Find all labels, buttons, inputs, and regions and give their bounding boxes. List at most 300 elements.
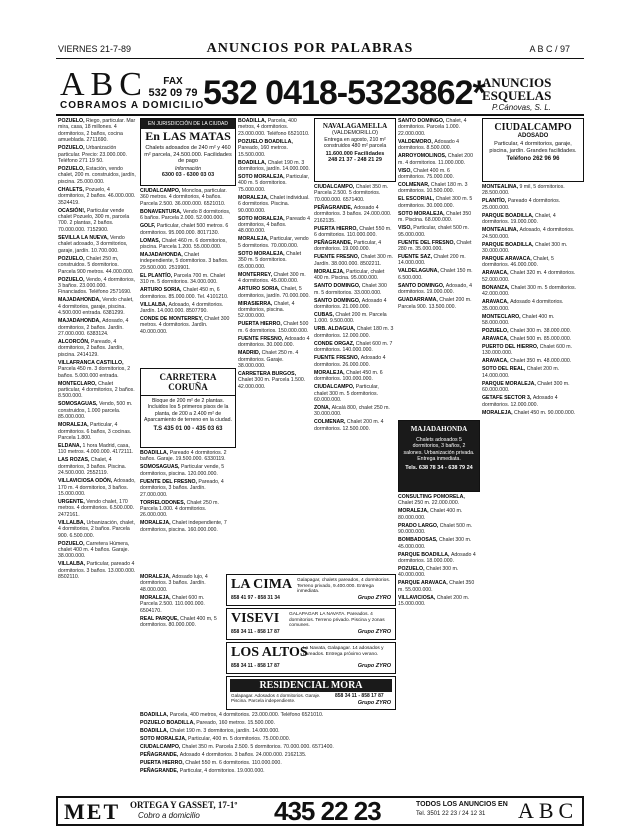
classified-ad [482, 256, 582, 269]
classified-column-bottom [140, 712, 394, 790]
classified-ad-text: Pozuelo, 4 dormitorios, 2 baños. 46.000.000. 3524419. [58, 186, 136, 206]
classified-ad-heading: SANTO DOMINGO, [398, 282, 446, 289]
ad-residencial-brand: Grupo ZYRO [357, 700, 391, 706]
ad-los-altos [226, 642, 396, 674]
classified-ad [140, 450, 234, 463]
classified-ad [482, 242, 582, 255]
classified-ad-heading: PUERTA HIERRO, [140, 760, 186, 766]
classified-ad-heading: MAJADAHONDA, [140, 252, 185, 259]
classified-ad-text: Chalet 300 m. 4 dormitorios. 45.000.000. [238, 271, 306, 285]
classified-ad-heading: VILLAVICIOSA, [398, 594, 437, 601]
classified-ad-heading: ALCORCÓN, [58, 338, 91, 345]
classified-ad-heading: LAS ROZAS, [58, 457, 91, 464]
masthead-rule [56, 114, 584, 116]
classified-ad-text: Particular, chalet 500 metros. 6 dormitorios. 95.000.000. 8017130. [140, 223, 229, 236]
classified-ad-text: Chalet 300 m. 30.000.000. [482, 241, 568, 255]
classified-ad [58, 360, 136, 379]
ad-navalagamella-price: 11.600.000 Facilidades [325, 150, 385, 157]
classified-ad-heading: PRADO LARGO, [398, 522, 440, 529]
classified-column-3 [238, 118, 310, 570]
classified-ad-heading: OCASIÓN!, [58, 207, 87, 214]
classified-ad-heading: ARROYOMOLINOS, [398, 153, 448, 160]
classified-ad-heading: MONTECLARO, [482, 313, 523, 320]
fax-block [143, 76, 203, 99]
classified-ad [140, 616, 222, 629]
classified-ad-heading: VILLAFRANCA CASTILLO, [58, 359, 124, 366]
classified-ad [314, 283, 394, 296]
classified-ad-heading: VALDEMORO, [398, 138, 435, 145]
section-title: ANUNCIOS POR PALABRAS [206, 41, 414, 56]
classified-ad-heading: POZUELO, [58, 118, 86, 124]
ad-visevi-brand: Grupo ZYRO [357, 629, 391, 635]
classified-ad [482, 198, 582, 211]
classified-ad [238, 350, 310, 369]
classified-ad-text: Chalet 250 m. 22.000.000. [398, 500, 460, 507]
classified-ad-heading: FUENTE SAZ, [398, 254, 434, 261]
classified-ad-heading: CIUDALCAMPO, [314, 384, 356, 391]
classified-ad-heading: PEÑAGRANDE, [140, 752, 180, 758]
classified-ad-heading: GETAFE SECTOR 3, [482, 395, 533, 402]
ad-las-matas [140, 118, 236, 186]
classified-ad-heading: ZONA, [314, 404, 332, 411]
classified-ad-text: Adosado 4 dormitorios. 18.000.000. [398, 551, 476, 565]
classified-ad [58, 318, 136, 337]
classified-ad-text: Chalet 200 m. 4 dormitorios. 11.000.000. [398, 153, 473, 166]
classified-ad-heading: GOLF, [140, 223, 157, 230]
ad-la-cima-title: LA CIMA [231, 577, 293, 592]
classified-column-2c [140, 574, 222, 710]
classified-ad-heading: MORALEJA, [314, 268, 346, 275]
classified-ad [238, 174, 310, 193]
classified-ad [58, 520, 136, 539]
classified-ad [140, 574, 222, 593]
ad-la-cima-brand: Grupo ZYRO [357, 595, 391, 601]
classified-ad-heading: FUENTE DEL FRESNO, [398, 239, 457, 246]
classified-ad-heading: BONANZA, [482, 284, 511, 291]
footer-right-1: TODOS LOS ANUNCIOS EN [416, 801, 508, 808]
classified-ad [314, 326, 394, 339]
classified-ad [482, 328, 582, 334]
classified-ad-heading: MORALEJA, [58, 422, 90, 429]
classified-ad-text: Chalet 450 m, 6 dormitorios. 85.000.000. Tel. 4101210. [140, 287, 229, 300]
footer-phone: 435 22 23 [274, 796, 381, 826]
classified-ad [58, 499, 136, 518]
classified-ad [482, 285, 582, 298]
classified-ad-text: Particular, 400 m. 5 dormitorios. 75.000.000. [188, 736, 291, 742]
classified-ad-text: Chalet 300 m. 40.000.000. [398, 566, 459, 579]
classified-ad [398, 595, 478, 608]
classified-ad-text: Adosado 4 dormitorios. 30.000.000. [238, 335, 310, 349]
classified-ad-text: Parcela, 400 metros, 4 dormitorios. 23.000.000. Teléfono 6521010. [169, 712, 324, 718]
classified-ad [482, 336, 582, 342]
classified-ad-text: Chalet 500 m. 90.000.000. [398, 522, 473, 536]
classified-ad-heading: URB. ALDAGUA, [314, 326, 357, 333]
classified-ad-text: Chalet 300 m. 5 dormitorios. 42.000.000. [482, 284, 576, 298]
classified-ad-heading: CIUDALCAMPO, [140, 744, 182, 750]
agency-name: P.Cánovas, S. L. [492, 103, 551, 112]
classified-ad-heading: PARQUE BOADILLA, [398, 551, 451, 558]
classified-ad-text: Pareado 4 dormitorios. 2 baños. Garaje. 19.500.000. 6330119. [140, 450, 227, 463]
classified-ad-text: Particular, 4 dormitorios. 19.000.000. [179, 768, 265, 774]
classified-ad [140, 252, 234, 271]
classified-ad-text: Chalet 350 m. 5 dormitorios. 65.000.000. [238, 250, 302, 270]
classified-ad-text: Chalet 300 m. 60.000.000. [482, 380, 570, 394]
classified-ad-text: Chalet 400 m, 5 dormitorios. 80.000.000. [140, 615, 217, 629]
classified-ad-text: Pareado, 4 dormitorios, 2 baños. Jardín, piscina. 2414129. [58, 338, 124, 358]
classified-ad [238, 336, 310, 349]
classified-ad-heading: VILLALBA, [58, 519, 87, 526]
classified-ad-text: Chalet 600 m. Parcela 2.500. 110.000.000. 6504170. [140, 594, 205, 614]
classified-ad [398, 118, 478, 137]
classified-ad-heading: CIUDALCAMPO, [314, 184, 356, 190]
classified-ad-text: Chalet 350 m. Parcela 2.500. 5 dormitorios. 70.000.000. 6571400. [314, 184, 389, 203]
classified-ad-heading: SOMOSAGUAS, [58, 401, 99, 408]
classified-ad-heading: SOTO MORALEJA, [238, 250, 287, 257]
classified-ad-text: Chalet 350 m. 55.000.000. [398, 580, 475, 593]
classified-ad [314, 384, 394, 403]
footer-abc-logo: ABC [518, 798, 579, 823]
classified-ad [398, 240, 478, 253]
classified-ad [140, 728, 394, 734]
classified-column-2b [140, 450, 234, 570]
classified-ad-text: Chalet 350 m. Piscina. 68.000.000. [398, 210, 472, 224]
ad-visevi-phone: 858 34 11 - 858 17 87 [231, 629, 280, 635]
classified-ad-heading: SANTO DOMINGO, [314, 283, 362, 290]
classified-ad-heading: URGENTE, [58, 499, 87, 506]
ad-residencial-body: Galapagar. Adosados 4 dormitorios. Garaje. Piscina. Parcela independiente. [231, 693, 321, 704]
esquelas-title: ESQUELAS [482, 88, 552, 103]
classified-ad [140, 760, 394, 766]
classified-ad-heading: SANTO DOMINGO, [398, 118, 446, 124]
classified-ad-heading: PEÑAGRANDE, [140, 768, 180, 774]
classified-ad-text: Adosado, 4 dormitorios, 2 baños. Jardín. 27.000.000. 6383124. [58, 318, 129, 337]
classified-column-6 [482, 184, 582, 790]
classified-ad-text: Chalet individual. 6 dormitorios. Piscina. 90.000.000. [238, 194, 310, 214]
classified-ad-text: Chalet 300 m. 38.000.000. [509, 328, 572, 335]
classified-ad-text: Pareado, 160 metros. 15.500.000. [238, 145, 288, 158]
classified-ad-heading: MORALEJA, [140, 594, 172, 601]
classified-ad [58, 422, 136, 441]
footer-sub: Cobro a domicilio [138, 811, 200, 820]
classified-ad [398, 196, 478, 209]
classified-ad-text: Chalet 280 m. 35.000.000. [398, 239, 472, 253]
ad-las-matas-info: Información [174, 165, 202, 172]
classified-ad [58, 166, 136, 185]
footer-ad [56, 796, 584, 826]
classified-ad [238, 216, 310, 235]
classified-ad-text: Chalet, 4 dormitorios, piscina. 52.000.000. [238, 300, 295, 320]
classified-ad-text: Chalet 300 metros. 4 dormitorios. Jardín. 40.000.000. [140, 316, 230, 335]
classified-ad-text: Adosado 4 dormitorios. 3 baños. 24.000.000. 2162135. [314, 204, 392, 224]
ad-ciudalcampo-phone: Teléfono 262 96 96 [506, 156, 560, 163]
classified-ad-text: Carretera Húmera, chalet 400 m. 4 baños. Garaje. 38.000.000. [58, 540, 130, 560]
classified-ad-text: Chalet 190 m. 3 dormitorios, jardín. 14.000.000. [238, 159, 310, 173]
classified-ad [398, 153, 478, 166]
classified-ad [238, 321, 310, 334]
ad-residencial-mora [226, 676, 396, 710]
classified-ad-heading: CHALETS, [58, 186, 86, 193]
classified-ad [314, 205, 394, 224]
classified-ad [482, 270, 582, 283]
classified-ad-heading: SEVILLA LA NUEVA, [58, 234, 110, 241]
classified-ad-text: Chalet 500 m. 6 dormitorios. 150.000.000. [238, 321, 309, 334]
classified-ad [140, 744, 394, 750]
ad-las-matas-phone: 6300 03 - 6300 03 03 [161, 171, 215, 178]
classified-ad-text: Particular, 4 dormitorios. 19.000.000. [314, 240, 382, 253]
classified-ad [314, 405, 394, 418]
classified-ad [314, 370, 394, 383]
classified-ad-heading: FUENTE DEL FRESNO, [140, 478, 199, 485]
classified-ad-heading: SOTO MORALEJA, [140, 736, 189, 742]
classified-ad-text: Adosado 4 dormitorios. 12.000.000. [482, 395, 558, 408]
classified-ad-heading: POZUELO, [398, 566, 426, 573]
classified-ad-text: Chalet, 4 dormitorios. 19.000.000. [482, 212, 556, 226]
ad-las-matas-head: EN JURISDICCIÓN DE LA CIUDAD [141, 119, 235, 129]
classified-ad-heading: SOTO DEL REAL, [482, 366, 527, 373]
classified-ad [140, 273, 234, 286]
classified-column-5b [398, 494, 478, 790]
ad-visevi-body: GALAPAGAR LA NAVATA. Pareados. 4 dormitorios. Terreno privado. Piscina y zonas comunes. [289, 612, 385, 629]
classified-ad-text: Particular, chalet 500 m. 95.000.000. [398, 225, 469, 238]
classified-ad [238, 118, 310, 137]
classified-ad [238, 286, 310, 299]
ad-los-altos-phone: 858 34 11 - 858 17 87 [231, 663, 280, 669]
ad-las-matas-title: En LAS MATAS [145, 129, 231, 143]
classified-ad [238, 371, 310, 390]
classified-ad-text: Chalet 300 m. 45.000.000. [398, 537, 472, 550]
classified-ad-heading: PARQUE ARAVACA, [482, 256, 534, 263]
classified-ad [58, 145, 136, 164]
ad-carretera-body: Bloque de 200 m² de 2 plantas. Incluidos los 5 primeros pisos de la planta, de 200 a 2.400 m² de Aparcamiento de terreno en la ciudad. [144, 398, 232, 424]
classified-ad-heading: EL ESCORIAL, [398, 196, 436, 203]
classified-ad [58, 256, 136, 275]
classified-ad-text: Adosado lujo, 4 dormitorios. 3 baños. Jardín. 48.000.000. [140, 574, 208, 593]
classified-ad-heading: MONTEALINA, [482, 184, 520, 190]
classified-ad-text: Vendo 8 dormitorios, 6 baños. Parcela 2.000. 52.000.000. [140, 208, 231, 222]
classified-ad-text: Adosado, 4 dormitorios. Jardín. 14.000.000. 8507790. [140, 301, 224, 315]
classified-ad-text: Adosado 4 dormitorios. 8.500.000. [398, 138, 460, 152]
classified-ad-text: Chalet 460 m. 6 dormitorios, piscina. Parcela 1.200. 55.000.000. [140, 237, 227, 251]
ad-la-cima-body: Galapagar, chalets pareados, 4 dormitorios. Terreno privado, 9.400.000. Entrega inmediata. [297, 578, 391, 595]
classified-ad-text: Chalet 400 m. 80.000.000. [398, 508, 463, 521]
classified-ad [482, 381, 582, 394]
classified-ad-heading: BOADILLA, [140, 450, 170, 456]
classified-ad-heading: MONTECLARO, [58, 380, 99, 387]
classified-column-2a [140, 188, 234, 366]
classified-ad-text: Pareado 4 dormitorios. 25.000.000. [482, 198, 561, 211]
ad-navalagamella-body: Entrega en agosto, 210 m² construidos 480 m² parcela [323, 137, 387, 150]
classified-ad [140, 479, 234, 498]
classified-ad-heading: PUERTA HIERRO, [238, 321, 284, 328]
classified-ad-text: Chalet 450 m. 6 dormitorios. 100.000.000. [314, 369, 383, 383]
classified-ad-text: Vendo chalet adosado, 3 dormitorios, garaje, jardín. 10.700.000. [58, 234, 128, 254]
ad-la-cima [226, 574, 396, 606]
classified-ad-heading: BOADILLA, [140, 712, 170, 718]
classified-ad [482, 344, 582, 357]
ad-visevi [226, 608, 396, 640]
classified-ad-heading: SOMOSAGUAS, [140, 464, 181, 471]
classified-ad-heading: COLMENAR, [314, 419, 347, 426]
ad-ciudalcampo-sub: ADOSADO [517, 133, 549, 139]
classified-ad-text: Urbanización, chalet, 4 dormitorios, 2 baños. Parcela 900. 6.500.000. [58, 519, 135, 539]
classified-ad-text: Chalet 200 m. 14.000.000. [398, 254, 466, 267]
classified-ad-text: Chalet 400 m. 58.000.000. [482, 313, 555, 327]
classified-ad-heading: MIRASIERRA, [238, 300, 274, 307]
classified-ad-heading: ARAVACA, [482, 270, 511, 277]
ad-ciudalcampo-title: CIUDALCAMPO [494, 122, 572, 133]
ad-los-altos-brand: Grupo ZYRO [357, 663, 391, 669]
fax-number: 532 09 79 [148, 87, 198, 99]
classified-ad [58, 541, 136, 560]
classified-ad [314, 341, 394, 354]
ad-los-altos-title: LOS ALTOS [231, 645, 308, 660]
classified-column-5a [398, 118, 478, 416]
classified-ad-heading: MAJADAHONDA, [58, 297, 103, 304]
classified-ad-heading: COLMENAR, [398, 182, 431, 189]
classified-ad [58, 339, 136, 358]
classified-ad-text: Chalet 450 m. 90.000.000. [514, 409, 576, 416]
classified-ad-heading: VILLALBA, [58, 561, 87, 568]
classified-column-4 [314, 184, 394, 570]
classified-ad-heading: CARRETERA BURGOS, [238, 370, 297, 377]
classified-ad [140, 316, 234, 335]
classified-ad [398, 297, 478, 310]
classified-ad-text: Chalet 300 m. Parcela 1.500. 42.000.000. [238, 377, 306, 390]
classified-ad-text: Vendo, 4 dormitorios, 3 baños. 23.000.000. Financiados. Teléfono 2571690. [58, 276, 135, 296]
classified-ad-text: Chalet particular, 4 dormitorios, 2 baños. 8.500.000. [58, 380, 135, 400]
classified-ad-text: Particular vende chalet Pozuelo, 300 m, parcela 700. 2 plantas, 2 baños. 70.000.000. 7152900. [58, 207, 130, 233]
classified-ad-text: Particular vende, 5 dormitorios, piscina. 120.000.000. [140, 464, 225, 477]
ad-residencial-title: RESIDENCIAL MORA [230, 679, 392, 692]
classified-ad-text: Vendo, 500 m. construidos, 1.000 parcela. 85.000.000. [58, 401, 133, 421]
classified-ad-heading: BONAVENTURA, [140, 208, 183, 215]
classified-ad-text: Pareado, 160 metros. 15.500.000. [196, 720, 275, 726]
classified-ad-text: Chalet 200 m. 14.000.000. [482, 366, 560, 379]
classified-ad-text: Chalet independiente, 5 dormitorios. 3 baños. 29.500.000. 2519901. [140, 252, 229, 271]
classified-ad-text: Chalet 550 m. 6 dormitorios. 110.000.000. [314, 225, 392, 239]
classified-ad-heading: PARQUE MORALEJA, [482, 380, 538, 387]
classified-ad [398, 494, 478, 507]
classified-ad-text: Chalet 180 m. 3 dormitorios. 10.500.000. [398, 182, 468, 195]
classified-ad [140, 520, 234, 533]
classified-ad-heading: MORALEJA, [238, 236, 270, 243]
classified-ad [314, 355, 394, 368]
classified-ad-heading: TORRELODONES, [140, 499, 187, 506]
classified-ad [398, 268, 478, 281]
classified-ad-text: Riego, particular. Mar mira, casa, 18 millones. 4 dormitorios, 2 baños, cocina amueblada. 2711690. [58, 118, 136, 144]
classified-ad-text: Pareado, 4 dormitorios, 3 baños. Jardín. 27.000.000. [140, 478, 224, 498]
classified-ad [140, 500, 234, 519]
classified-ad [58, 443, 136, 456]
classified-ad-text: Particular, chalet 400 m. Piscina. 95.000.000. [314, 268, 385, 282]
classified-ad [398, 552, 478, 565]
classified-ad [140, 595, 222, 614]
classified-ad-heading: VISO, [398, 225, 414, 232]
classified-ad [314, 298, 394, 311]
classified-ad-text: Parcela 700 m. Chalet 310 m. 5 dormitorios. 34.000.000. [140, 272, 225, 286]
classified-ad-heading: BOMBADOSAS, [398, 537, 439, 544]
classified-ad-heading: BOADILLA, [238, 118, 268, 124]
classified-ad-heading: POZUELO, [482, 328, 510, 335]
classified-ad-heading: SOTO MORALEJA, [238, 215, 287, 222]
classified-ad-heading: ELDANA, [58, 443, 83, 449]
classified-ad [482, 410, 582, 416]
classified-ad [482, 366, 582, 379]
classified-ad [238, 301, 310, 320]
classified-ad-heading: BOADILLA, [140, 728, 170, 734]
classified-ad-text: Chalet independiente, 7 dormitorios, piscina. 160.000.000. [140, 520, 227, 533]
classified-ad-heading: GUADARRAMA, [398, 297, 440, 304]
classified-ad [238, 251, 310, 270]
footer-met-logo: MET [64, 799, 121, 824]
classified-ad [398, 225, 478, 238]
classified-ad [314, 312, 394, 325]
classified-ad-heading: PUERTO DEL HIERRO, [482, 344, 540, 351]
classified-ad-heading: MONTEALINA, [482, 227, 520, 234]
classified-ad [58, 187, 136, 206]
classified-ad-text: Chalet 250 m. Parcela 1.000. 4 dormitorios. 26.000.000. [140, 499, 219, 519]
classified-ad [482, 314, 582, 327]
classified-ad-text: Chalet 600 m. 7 dormitorios. 140.000.000. [314, 340, 393, 354]
classified-ad [140, 720, 394, 726]
classified-ad [482, 299, 582, 312]
classified-ad-heading: FUENTE FRESNO, [314, 355, 361, 362]
classified-ad [58, 118, 136, 144]
classified-ad [398, 508, 478, 521]
classified-ad-heading: ARAVACA, [482, 358, 511, 365]
classified-ad-text: Chalet, 4 dormitorios, 3 baños. Piscina. 24.500.000. 2552119. [58, 457, 127, 477]
classified-ad-heading: POZUELO, [58, 145, 86, 152]
classified-ad [314, 269, 394, 282]
classified-ad [314, 184, 394, 203]
ad-navalagamella [314, 118, 396, 182]
ad-carretera-coruna [140, 368, 236, 448]
classified-ad-heading: PLANTÍO, [482, 198, 508, 205]
classified-ad-text: Pareado 4 dormitorios, 4 baños. 48.000.000. [238, 215, 310, 235]
classified-ad-heading: CIUDALCAMPO, [140, 188, 182, 194]
header-rule [56, 58, 584, 59]
classified-ad-text: Chalet 600 m. 130.000.000. [482, 344, 573, 357]
classified-ad-text: Particular, pareado 4 dormitorios. 3 baños. 13.000.000. 8502110. [58, 561, 136, 581]
ad-visevi-title: VISEVI [231, 611, 280, 626]
classified-ad-heading: ARAVACA, [482, 299, 511, 306]
classified-ad [482, 227, 582, 240]
classified-ad-heading: SOTO MORALEJA, [398, 210, 447, 217]
ad-navalagamella-subtitle: (VALDEMORILLO) [331, 130, 379, 136]
main-phone-numbers: 532 0418-5323862* [203, 74, 485, 112]
footer-right-2: Tel. 3501 22 23 / 24 12 31 [416, 811, 486, 817]
classified-ad [58, 478, 136, 497]
classified-ad-heading: VISO, [398, 167, 414, 174]
ad-navalagamella-title: NAVALAGAMELLA [322, 122, 388, 130]
classified-ad-heading: CUBAS, [314, 312, 336, 319]
classified-ad-heading: FUENTE FRESNO, [238, 335, 285, 342]
classified-ad [140, 302, 234, 315]
classified-ad [140, 712, 394, 718]
classified-ad [58, 457, 136, 476]
ad-carretera-phone: T.S 435 01 00 - 435 03 63 [153, 425, 223, 432]
classified-column-1 [58, 118, 136, 790]
fax-label: FAX [163, 76, 183, 87]
classified-ad [140, 238, 234, 251]
classified-ad-text: Chalet 300 m. 5 dormitorios. 33.000.000. [314, 283, 387, 296]
classified-ad-text: 9 mil, 5 dormitorios. 28.500.000. [482, 184, 565, 197]
classified-ad [398, 580, 478, 593]
classified-ad-heading: LOMAS, [140, 237, 162, 244]
classified-ad [398, 283, 478, 296]
classified-ad-text: Chalet, 5 dormitorios. 46.000.000. [482, 256, 554, 269]
classified-ad-heading: POZUELO, [58, 276, 86, 283]
